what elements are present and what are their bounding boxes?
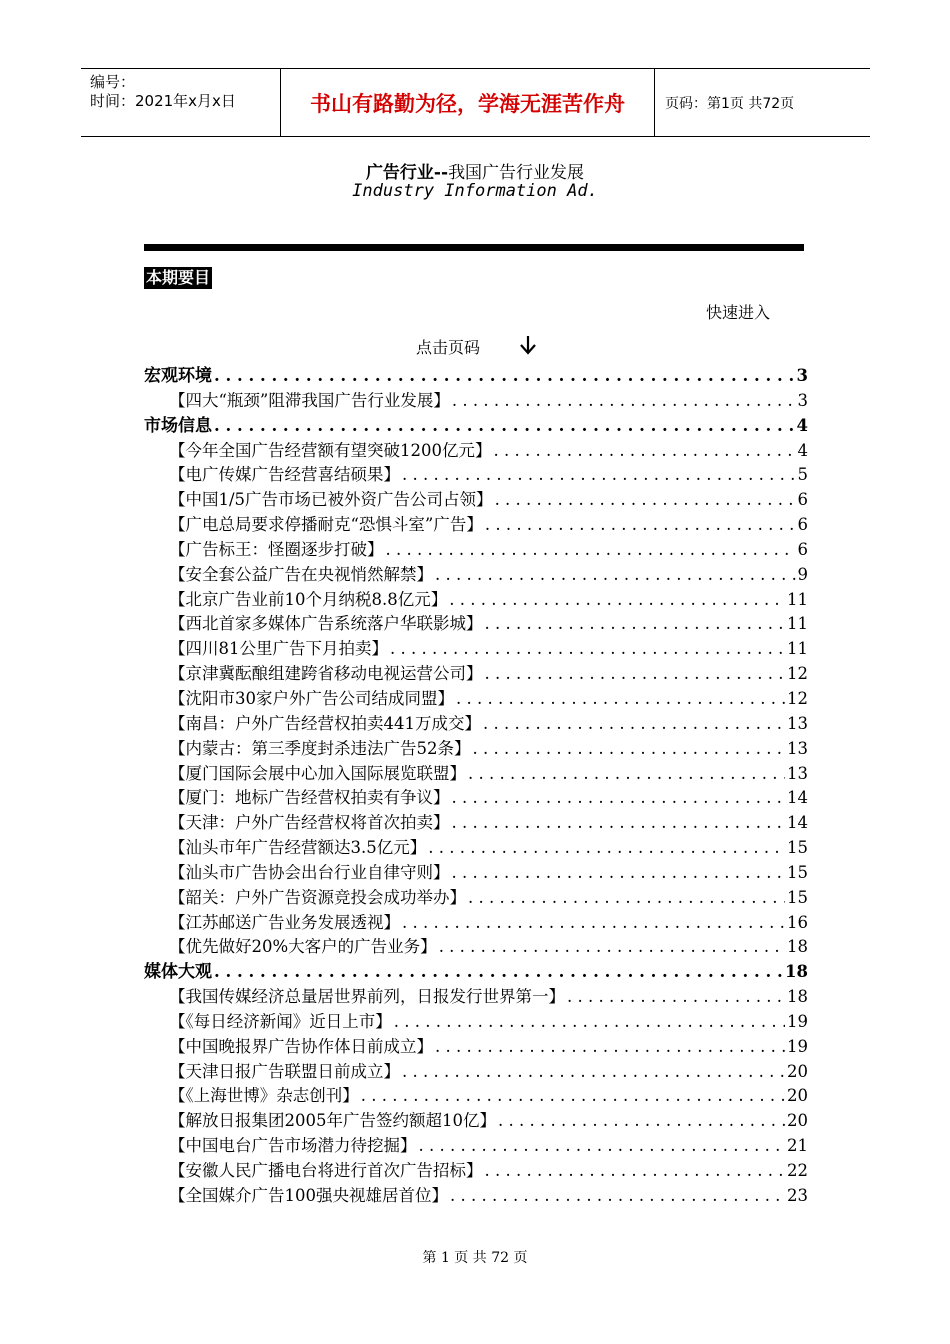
toc-leader-dots xyxy=(450,1184,785,1209)
toc-page-number[interactable]: 19 xyxy=(787,1036,808,1056)
toc-entry-text: 【南昌：户外广告经营权拍卖441万成交】 xyxy=(169,713,481,733)
toc-leader-dots xyxy=(485,612,786,637)
toc-leader-dots xyxy=(402,463,796,488)
toc-entry-link[interactable] xyxy=(144,1060,808,1085)
header-page-info: 页码：第1页 共72页 xyxy=(665,95,795,112)
toc-entry-text: 【天津：户外广告经营权将首次拍卖】 xyxy=(169,813,450,833)
toc-leader-dots xyxy=(498,1109,785,1134)
toc-entry-text: 【中国1/5广告市场已被外资广告公司占领】 xyxy=(169,490,493,510)
toc-leader-dots xyxy=(435,563,796,588)
toc-page-number[interactable]: 14 xyxy=(787,788,808,808)
doc-title xyxy=(0,158,950,183)
toc-page-number[interactable]: 16 xyxy=(787,912,808,932)
toc-page-number[interactable]: 4 xyxy=(797,440,808,460)
toc-entry-text: 宏观环境 xyxy=(144,366,212,386)
toc-leader-dots xyxy=(435,1035,785,1060)
toc-entry-text: 【厦门国际会展中心加入国际展览联盟】 xyxy=(169,763,466,783)
title-divider xyxy=(144,244,804,251)
toc-leader-dots xyxy=(495,488,796,513)
toc-entry-text: 【解放日报集团2005年广告签约额超10亿】 xyxy=(169,1111,496,1131)
toc-entry-link[interactable] xyxy=(144,588,808,613)
toc-entry-text: 【汕头市广告协会出台行业自律守则】 xyxy=(169,862,450,882)
toc-leader-dots xyxy=(449,588,785,613)
toc-entry-text: 【四大“瓶颈”阻滞我国广告行业发展】 xyxy=(169,390,450,410)
toc-leader-dots xyxy=(452,861,786,886)
toc-leader-dots xyxy=(452,811,786,836)
toc-leader-dots xyxy=(485,662,786,687)
toc-leader-dots xyxy=(485,513,796,538)
toc-entry-text: 【厦门：地标广告经营权拍卖有争议】 xyxy=(169,788,450,808)
toc-entry-text: 【汕头市年广告经营额达3.5亿元】 xyxy=(169,838,427,858)
toc-leader-dots xyxy=(214,960,783,985)
toc-leader-dots xyxy=(402,1060,785,1085)
toc-entry-link[interactable] xyxy=(144,463,808,488)
toc-entry-link[interactable] xyxy=(144,985,808,1010)
toc-page-number[interactable]: 14 xyxy=(787,813,808,833)
toc-entry-text: 【今年全国广告经营额有望突破1200亿元】 xyxy=(169,440,492,460)
toc-entry-link[interactable] xyxy=(144,1010,808,1035)
toc-leader-dots xyxy=(394,1010,785,1035)
toc-entry-link[interactable] xyxy=(144,1109,808,1134)
doc-title-rest: 我国广告行业发展 xyxy=(448,163,585,183)
toc-leader-dots xyxy=(428,836,785,861)
quick-enter-label: 快速进入 xyxy=(706,303,771,322)
toc-leader-dots xyxy=(390,637,785,662)
toc-entry-text: 【优先做好20%大客户的广告业务】 xyxy=(169,937,437,957)
toc-entry-link[interactable] xyxy=(144,935,808,960)
toc-leader-dots xyxy=(214,414,795,439)
toc-entry-text: 【电广传媒广告经营喜结硕果】 xyxy=(169,465,400,485)
toc-page-number[interactable]: 20 xyxy=(787,1061,808,1081)
doc-number-label: 编号： xyxy=(90,73,136,91)
header-meta xyxy=(81,69,280,136)
toc-page-number[interactable]: 4 xyxy=(796,415,808,435)
toc-leader-dots xyxy=(402,911,785,936)
toc-entry-link[interactable] xyxy=(144,563,808,588)
toc-section-link[interactable] xyxy=(144,414,808,439)
toc-page-number[interactable]: 6 xyxy=(797,515,808,535)
toc-entry-link[interactable] xyxy=(144,488,808,513)
toc-entry-text: 【广电总局要求停播耐克“恐惧斗室”广告】 xyxy=(169,515,483,535)
toc-entry-link[interactable] xyxy=(144,836,808,861)
toc-entry-text: 【《上海世博》杂志创刊】 xyxy=(169,1086,359,1106)
section-tag: 本期要目 xyxy=(146,268,211,287)
toc-entry-text: 【全国媒介广告100强央视雄居首位】 xyxy=(169,1185,448,1205)
arrow-down-icon xyxy=(518,334,538,356)
toc-entry-link[interactable] xyxy=(144,1184,808,1209)
toc-page-number[interactable]: 3 xyxy=(796,366,808,385)
toc-entry-text: 【中国电台广告市场潜力待挖掘】 xyxy=(169,1136,417,1156)
toc-page-number[interactable]: 6 xyxy=(797,539,808,559)
toc-leader-dots xyxy=(468,886,785,911)
toc-page-number[interactable]: 15 xyxy=(787,862,808,882)
doc-date: 时间：2021年x月x日 xyxy=(90,92,236,110)
toc-entry-link[interactable] xyxy=(144,637,808,662)
toc-page-number[interactable]: 6 xyxy=(797,490,808,510)
toc-leader-dots xyxy=(483,712,785,737)
toc-entry-text: 【内蒙古：第三季度封杀违法广告52条】 xyxy=(169,738,471,758)
toc-leader-dots xyxy=(214,364,795,389)
toc-entry-link[interactable] xyxy=(144,1159,808,1184)
toc-leader-dots xyxy=(452,389,796,414)
toc-entry-link[interactable] xyxy=(144,737,808,762)
toc-entry-link[interactable] xyxy=(144,612,808,637)
toc-entry-text: 【韶关：户外广告资源竞投会成功举办】 xyxy=(169,887,466,907)
doc-subtitle: Industry Information Ad. xyxy=(352,181,598,201)
toc-page-number[interactable]: 20 xyxy=(787,1086,808,1106)
toc-page-number[interactable]: 20 xyxy=(787,1111,808,1131)
toc-entry-link[interactable] xyxy=(144,1134,808,1159)
toc-page-number[interactable]: 19 xyxy=(787,1011,808,1031)
toc-leader-dots xyxy=(439,935,785,960)
table-of-contents xyxy=(144,364,808,1209)
toc-entry-link[interactable] xyxy=(144,1035,808,1060)
toc-entry-text: 【我国传媒经济总量居世界前列，日报发行世界第一】 xyxy=(169,987,565,1007)
doc-title-bold: 广告行业-- xyxy=(365,163,449,183)
toc-entry-text: 【中国晚报界广告协作体日前成立】 xyxy=(169,1036,433,1056)
toc-page-number[interactable]: 11 xyxy=(787,639,808,659)
toc-page-number[interactable]: 22 xyxy=(787,1161,808,1180)
page-header xyxy=(81,68,870,137)
toc-entry-text: 【四川81公里广告下月拍卖】 xyxy=(169,639,388,659)
toc-entry-text: 【广告标王：怪圈逐步打破】 xyxy=(169,539,384,559)
toc-entry-link[interactable] xyxy=(144,662,808,687)
toc-entry-link[interactable] xyxy=(144,712,808,737)
toc-entry-text: 【安徽人民广播电台将进行首次广告招标】 xyxy=(169,1161,483,1180)
toc-entry-link[interactable] xyxy=(144,886,808,911)
toc-entry-link[interactable] xyxy=(144,1084,808,1109)
toc-entry-link[interactable] xyxy=(144,513,808,538)
toc-leader-dots xyxy=(567,985,785,1010)
toc-page-number[interactable]: 18 xyxy=(787,987,808,1007)
toc-leader-dots xyxy=(452,786,786,811)
toc-page-number[interactable]: 13 xyxy=(787,763,808,783)
toc-leader-dots xyxy=(456,687,785,712)
toc-page-number[interactable]: 12 xyxy=(787,664,808,684)
toc-page-number[interactable]: 23 xyxy=(787,1185,808,1205)
toc-page-number[interactable]: 21 xyxy=(787,1136,808,1156)
toc-entry-link[interactable] xyxy=(144,762,808,787)
toc-entry-link[interactable] xyxy=(144,911,808,936)
toc-entry-link[interactable] xyxy=(144,538,808,563)
toc-entry-text: 【沈阳市30家户外广告公司结成同盟】 xyxy=(169,688,454,708)
toc-leader-dots xyxy=(468,762,785,787)
toc-section-link[interactable] xyxy=(144,960,808,985)
toc-page-number[interactable]: 3 xyxy=(797,390,808,410)
toc-entry-link[interactable] xyxy=(144,687,808,712)
toc-entry-link[interactable] xyxy=(144,439,808,464)
toc-page-number[interactable]: 15 xyxy=(787,887,808,907)
toc-entry-text: 【京津冀酝酿组建跨省移动电视运营公司】 xyxy=(169,664,483,684)
toc-leader-dots xyxy=(473,737,786,762)
toc-page-number[interactable]: 5 xyxy=(797,465,808,485)
toc-leader-dots xyxy=(386,538,796,563)
toc-page-number[interactable]: 18 xyxy=(785,962,808,982)
toc-entry-link[interactable] xyxy=(144,811,808,836)
toc-entry-link[interactable] xyxy=(144,786,808,811)
toc-entry-text: 【西北首家多媒体广告系统落户华联影城】 xyxy=(169,614,483,634)
toc-entry-text: 【北京广告业前10个月纳税8.8亿元】 xyxy=(169,589,448,609)
toc-leader-dots xyxy=(485,1159,786,1184)
toc-section-link[interactable] xyxy=(144,364,808,389)
toc-page-number[interactable]: 13 xyxy=(787,738,808,758)
toc-entry-text: 【江苏邮送广告业务发展透视】 xyxy=(169,912,400,932)
toc-page-number[interactable]: 12 xyxy=(787,688,808,708)
toc-entry-link[interactable] xyxy=(144,389,808,414)
toc-entry-text: 【安全套公益广告在央视悄然解禁】 xyxy=(169,564,433,584)
toc-page-number[interactable]: 11 xyxy=(787,614,808,634)
page-footer: 第 1 页 共 72 页 xyxy=(422,1250,528,1266)
toc-page-number[interactable]: 15 xyxy=(787,838,808,858)
toc-leader-dots xyxy=(419,1134,786,1159)
toc-page-number[interactable]: 9 xyxy=(797,564,808,584)
toc-leader-dots xyxy=(494,439,796,464)
toc-entry-text: 【天津日报广告联盟日前成立】 xyxy=(169,1061,400,1081)
toc-entry-link[interactable] xyxy=(144,861,808,886)
toc-entry-text: 媒体大观 xyxy=(144,962,212,983)
toc-page-number[interactable]: 18 xyxy=(787,937,808,957)
toc-leader-dots xyxy=(361,1084,785,1109)
toc-entry-text: 【《每日经济新闻》近日上市】 xyxy=(169,1011,392,1031)
toc-page-number[interactable]: 11 xyxy=(787,589,808,609)
click-page-label: 点击页码 xyxy=(416,338,481,357)
toc-page-number[interactable]: 13 xyxy=(787,713,808,733)
header-motto: 书山有路勤为径，学海无涯苦作舟 xyxy=(280,69,655,136)
toc-entry-text: 市场信息 xyxy=(144,415,212,436)
